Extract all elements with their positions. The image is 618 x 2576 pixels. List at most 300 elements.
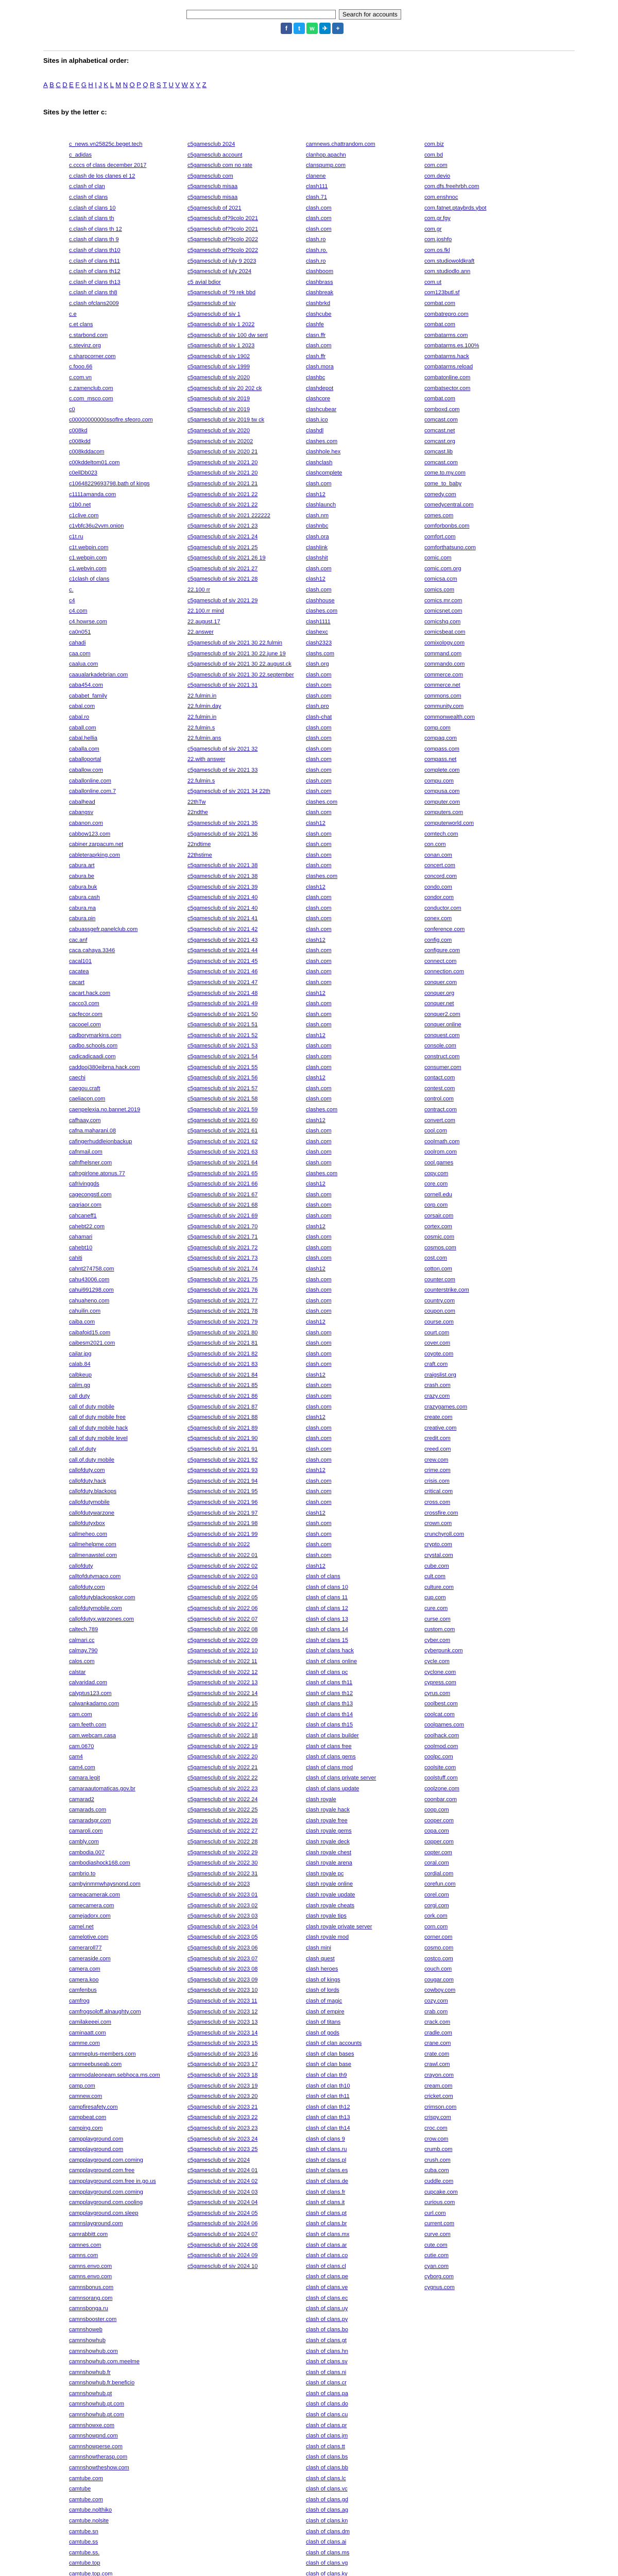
site-link[interactable]: c5gamesclub of siv 2021 71 (187, 1234, 258, 1241)
site-link[interactable]: clash of clans.it (306, 2199, 345, 2206)
site-link[interactable]: cacco3.com (69, 1001, 99, 1007)
site-link[interactable]: clash.com (306, 894, 332, 901)
site-link[interactable]: cambyinmmwhaysnond.com (69, 1881, 141, 1888)
site-link[interactable]: cabura.pin (69, 916, 96, 922)
site-link[interactable]: clash.com (306, 692, 332, 699)
letter-link-m[interactable]: M (115, 81, 122, 89)
site-link[interactable]: clash.com (306, 1425, 332, 1431)
site-link[interactable]: camfrog (69, 1997, 90, 2004)
site-link[interactable]: clash of clans.lc (306, 2475, 346, 2482)
site-link[interactable]: c5gamesclub of siv 2022 16 (187, 1711, 258, 1718)
site-link[interactable]: cabiner.zarpacum.net (69, 841, 124, 848)
letter-link-r[interactable]: R (149, 81, 155, 89)
site-link[interactable]: c5gamesclub of siv 2024 (187, 2157, 250, 2163)
site-link[interactable]: clash of magic (306, 1997, 342, 2004)
site-link[interactable]: clash2323 (306, 639, 332, 646)
site-link[interactable]: caca.cahaya.3346 (69, 947, 115, 954)
site-link[interactable]: c5gamesclub of siv 20 202 ck (187, 385, 262, 392)
site-link[interactable]: cacfecor.com (69, 1011, 102, 1018)
site-link[interactable]: cammeplus-members.com (69, 2050, 136, 2057)
site-link[interactable]: clash12 (306, 1563, 325, 1569)
site-link[interactable]: combat.com (424, 321, 455, 328)
site-link[interactable]: cabura.art (69, 862, 95, 869)
site-link[interactable]: caddpoj380eibrna.hack.com (69, 1064, 140, 1071)
site-link[interactable]: c5gamesclub of siv 2024 08 (187, 2242, 258, 2248)
site-link[interactable]: clash of clans (306, 1573, 340, 1580)
site-link[interactable]: cabanon.com (69, 820, 104, 826)
site-link[interactable]: c5gamesclub of siv 2021 31 (187, 682, 258, 689)
site-link[interactable]: clash.ora (306, 533, 329, 540)
site-link[interactable]: clash12 (306, 820, 325, 826)
site-link[interactable]: clash of clans.cr (306, 2380, 347, 2386)
site-link[interactable]: clash.com (306, 1064, 332, 1071)
site-link[interactable]: 22.answer (187, 629, 214, 636)
letter-link-t[interactable]: T (163, 81, 167, 89)
site-link[interactable]: clash.com (306, 1244, 332, 1251)
site-link[interactable]: c5gamesclub of siv 2019 (187, 396, 250, 402)
site-link[interactable]: campplayground.com (69, 2146, 124, 2153)
site-link[interactable]: combatarms.com (424, 332, 468, 338)
site-link[interactable]: call.of.duty mobile (69, 1456, 115, 1463)
site-link[interactable]: calim.gg (69, 1382, 90, 1389)
site-link[interactable]: clash of clans 15 (306, 1637, 348, 1643)
site-link[interactable]: cababet_family (69, 692, 107, 699)
site-link[interactable]: clash.com (306, 1212, 332, 1219)
site-link[interactable]: clash12 (306, 1223, 325, 1230)
site-link[interactable]: clash of clans.pa (306, 2390, 348, 2397)
site-link[interactable]: c5gamesclub of siv 2021 92 (187, 1456, 258, 1463)
site-link[interactable]: c5gamesclub of siv 2022 09 (187, 1637, 258, 1643)
site-link[interactable]: c5gamesclub of siv 2022 10 (187, 1648, 258, 1654)
site-link[interactable]: c5gamesclub of siv 2023 20 (187, 2093, 258, 2100)
site-link[interactable]: combat.com (424, 396, 455, 402)
site-link[interactable]: c5gamesclub of siv 2021 59 (187, 1107, 258, 1113)
site-link[interactable]: com.ut (424, 279, 442, 285)
site-link[interactable]: cream.com (424, 2082, 453, 2089)
site-link[interactable]: clashdepot (306, 385, 334, 392)
site-link[interactable]: c5gamesclub of siv 2021 69 (187, 1212, 258, 1219)
site-link[interactable]: cabalhead (69, 799, 95, 805)
site-link[interactable]: crime.com (424, 1467, 451, 1474)
site-link[interactable]: caibafoid15.com (69, 1329, 111, 1336)
site-link[interactable]: crisis.com (424, 1478, 450, 1484)
site-link[interactable]: clash.com (306, 1085, 332, 1092)
site-link[interactable]: c5gamesclub of siv 2021 83 (187, 1361, 258, 1368)
site-link[interactable]: call of duty mobile hack (69, 1425, 128, 1431)
site-link[interactable]: c5gamesclub of siv 2021 89 (187, 1425, 258, 1431)
site-link[interactable]: clash of clan th13 (306, 2114, 350, 2121)
site-link[interactable]: callofdutyblackopskor.com (69, 1595, 135, 1601)
search-input[interactable] (186, 10, 336, 19)
site-link[interactable]: clash of clans 13 (306, 1616, 348, 1622)
site-link[interactable]: c5gamesclub of july 9 2023 (187, 258, 256, 264)
site-link[interactable]: clanene (306, 173, 326, 179)
site-link[interactable]: clash.com (306, 343, 332, 349)
site-link[interactable]: camnshowhub (69, 2337, 106, 2344)
site-link[interactable]: crystal.com (424, 1552, 453, 1558)
site-link[interactable]: camnshowpnd.com (69, 2433, 118, 2439)
site-link[interactable]: clash of clans.de (306, 2178, 348, 2184)
site-link[interactable]: clash.mora (306, 364, 334, 370)
site-link[interactable]: c5gamesclub of siv 2021 54 (187, 1054, 258, 1060)
site-link[interactable]: comixology.com (424, 639, 465, 646)
site-link[interactable]: c5gamesclub of siv 2021 36 (187, 831, 258, 837)
site-link[interactable]: callofdutywarzone (69, 1510, 115, 1516)
site-link[interactable]: c.clash of clans th12 (69, 268, 121, 275)
site-link[interactable]: clash royale arena (306, 1860, 352, 1867)
site-link[interactable]: compass.com (424, 745, 459, 752)
site-link[interactable]: clash of empire (306, 2008, 345, 2015)
site-link[interactable]: com.enshnoc (424, 194, 458, 200)
site-link[interactable]: clash.com (306, 1276, 332, 1283)
site-link[interactable]: caba454.com (69, 682, 104, 689)
site-link[interactable]: commerce.com (424, 671, 464, 678)
site-link[interactable]: c.e (69, 311, 77, 317)
site-link[interactable]: clash.ffr (306, 353, 326, 360)
site-link[interactable]: c5gamesclub of siv 2021 64 (187, 1160, 258, 1166)
site-link[interactable]: comedy.com (424, 491, 456, 498)
site-link[interactable]: clash of clan th14 (306, 2125, 350, 2132)
site-link[interactable]: clash.ro. (306, 247, 328, 253)
site-link[interactable]: comcast.org (424, 438, 455, 445)
site-link[interactable]: c5gamesclub of siv 2023 09 (187, 1976, 258, 1983)
site-link[interactable]: c5gamesclub of siv 2021 30 22.june 19 (187, 650, 286, 657)
site-link[interactable]: c5gamesclub of siv 2021 66 (187, 1181, 258, 1188)
site-link[interactable]: 22thstime (187, 852, 212, 858)
site-link[interactable]: c5gamesclub of siv 2021 58 (187, 1096, 258, 1103)
site-link[interactable]: c5gamesclub of siv 2023 16 (187, 2050, 258, 2057)
site-link[interactable]: croc.com (424, 2125, 448, 2132)
site-link[interactable]: clash royale hack (306, 1807, 350, 1814)
site-link[interactable]: clash.com (306, 1478, 332, 1484)
site-link[interactable]: comics.com (424, 586, 455, 593)
site-link[interactable]: clashclash (306, 459, 333, 466)
site-link[interactable]: c5gamesclub of siv 2021 80 (187, 1329, 258, 1336)
site-link[interactable]: cagriaor.com (69, 1202, 101, 1209)
site-link[interactable]: clash of clans.py (306, 2316, 348, 2323)
site-link[interactable]: clash royale free (306, 1817, 348, 1824)
letter-link-z[interactable]: Z (202, 81, 207, 89)
site-link[interactable]: c5gamesclub of siv 2021 38 (187, 862, 258, 869)
site-link[interactable]: clash.com (306, 1001, 332, 1007)
site-link[interactable]: c5gamesclub of siv 2021 74 (187, 1265, 258, 1272)
site-link[interactable]: clash.com (306, 862, 332, 869)
site-link[interactable]: clash royale private server (306, 1923, 372, 1930)
site-link[interactable]: cult.com (424, 1573, 445, 1580)
site-link[interactable]: c5gamesclub of?9colo 2021 (187, 215, 258, 222)
site-link[interactable]: clash royale gems (306, 1828, 352, 1835)
site-link[interactable]: creed.com (424, 1446, 451, 1453)
site-link[interactable]: court.com (424, 1329, 450, 1336)
site-link[interactable]: corn.com (424, 1923, 448, 1930)
site-link[interactable]: country.com (424, 1297, 455, 1304)
site-link[interactable]: corner.com (424, 1934, 453, 1941)
site-link[interactable]: come.to.my.com (424, 470, 466, 477)
site-link[interactable]: c5gamesclub of siv 2023 (187, 1881, 250, 1888)
site-link[interactable]: clash of clans.gd (306, 2496, 348, 2503)
site-link[interactable]: cahu43006.com (69, 1276, 110, 1283)
site-link[interactable]: camtube.ss (69, 2539, 98, 2546)
site-link[interactable]: c5gamesclub of siv 2022 01 (187, 1552, 258, 1558)
site-link[interactable]: clashbreak (306, 290, 334, 296)
site-link[interactable]: caballonline.com (69, 777, 111, 784)
site-link[interactable]: c5gamesclub of siv 2022 07 (187, 1616, 258, 1622)
site-link[interactable]: clash of clans.cl (306, 2263, 346, 2269)
site-link[interactable]: c5gamesclub of siv 2021 72 (187, 1244, 258, 1251)
site-link[interactable]: c5gamesclub of siv 2021 39 (187, 884, 258, 890)
site-link[interactable]: clash.com (306, 1446, 332, 1453)
site-link[interactable]: c5gamesclub of siv 20202 (187, 438, 253, 445)
site-link[interactable]: clash.pro (306, 703, 329, 710)
site-link[interactable]: consumer.com (424, 1064, 461, 1071)
site-link[interactable]: clashhouse (306, 597, 335, 604)
site-link[interactable]: clash12 (306, 990, 325, 996)
site-link[interactable]: c5gamesclub of siv 2024 01 (187, 2167, 258, 2174)
site-link[interactable]: coolmod.com (424, 1743, 458, 1750)
letter-link-p[interactable]: P (136, 81, 142, 89)
site-link[interactable]: camilakeeei.com (69, 2019, 111, 2026)
site-link[interactable]: camnshowperse.com (69, 2443, 123, 2450)
site-link[interactable]: caltech.789 (69, 1626, 98, 1633)
site-link[interactable]: c4.howrse.com (69, 618, 107, 625)
site-link[interactable]: clash of clans update (306, 1786, 359, 1792)
site-link[interactable]: clash1111 (306, 618, 331, 625)
site-link[interactable]: campplayground.com.free (69, 2167, 135, 2174)
site-link[interactable]: c5gamesclub of siv 2021 61 (187, 1128, 258, 1134)
letter-link-y[interactable]: Y (196, 81, 201, 89)
site-link[interactable]: c5gamesclub of siv 1902 (187, 353, 250, 360)
site-link[interactable]: c5gamesclub of siv 2022 25 (187, 1807, 258, 1814)
site-link[interactable]: caibesm2021.com (69, 1340, 115, 1347)
site-link[interactable]: c5gamesclub of siv 2021 28 (187, 576, 258, 583)
site-link[interactable]: corel.com (424, 1891, 449, 1898)
site-link[interactable]: c5gamesclub of siv 2021 32 (187, 745, 258, 752)
site-link[interactable]: c.et clans (69, 321, 93, 328)
site-link[interactable]: camtube.nolsite (69, 2518, 109, 2524)
site-link[interactable]: 22.fulmin.s (187, 724, 215, 731)
site-link[interactable]: comcast.com (424, 459, 458, 466)
site-link[interactable]: c5gamesclub of siv 2021 86 (187, 1393, 258, 1400)
site-link[interactable]: cam4 (69, 1754, 83, 1760)
site-link[interactable]: c5gamesclub of siv 2023 10 (187, 1987, 258, 1994)
site-link[interactable]: c5gamesclub of siv 2022 14 (187, 1690, 258, 1697)
site-link[interactable]: c5gamesclub of siv 2021 20 (187, 459, 258, 466)
site-link[interactable]: c5gamesclub of siv 2021 90 (187, 1435, 258, 1442)
site-link[interactable]: c5gamesclub of 2021 (187, 205, 242, 211)
site-link[interactable]: clash.com (306, 1297, 332, 1304)
site-link[interactable]: c5gamesclub of siv 2021 51 (187, 1022, 258, 1028)
site-link[interactable]: c5gamesclub of siv 2024 07 (187, 2231, 258, 2238)
site-link[interactable]: curse.com (424, 1616, 451, 1622)
site-link[interactable]: comic.com (424, 555, 452, 562)
site-link[interactable]: crew.com (424, 1456, 449, 1463)
site-link[interactable]: contest.com (424, 1085, 455, 1092)
site-link[interactable]: c.clash de los clanes el 12 (69, 173, 135, 179)
site-link[interactable]: cordial.com (424, 1870, 454, 1877)
site-link[interactable]: clash of clans.co (306, 2252, 348, 2259)
site-link[interactable]: clash12 (306, 576, 325, 583)
site-link[interactable]: comtech.com (424, 831, 458, 837)
site-link[interactable]: control.com (424, 1096, 454, 1103)
facebook-icon[interactable]: f (281, 23, 292, 34)
site-link[interactable]: camarads.com (69, 1807, 107, 1814)
site-link[interactable]: ca0n051 (69, 629, 91, 636)
site-link[interactable]: 22.100 rr (187, 586, 211, 593)
site-link[interactable]: clashlaunch (306, 502, 336, 509)
site-link[interactable]: convert.com (424, 1117, 455, 1124)
site-link[interactable]: clash.com (306, 1541, 332, 1548)
site-link[interactable]: campplayground.com.coming (69, 2189, 143, 2195)
site-link[interactable]: c5gamesclub of siv 2023 25 (187, 2146, 258, 2153)
site-link[interactable]: c5gamesclub of siv 2023 24 (187, 2136, 258, 2142)
site-link[interactable]: caeliacon.com (69, 1096, 106, 1103)
site-link[interactable]: configure.com (424, 947, 460, 954)
site-link[interactable]: clash12 (306, 1117, 325, 1124)
site-link[interactable]: clash.org (306, 661, 329, 668)
site-link[interactable]: c5gamesclub of siv 2024 02 (187, 2178, 258, 2184)
site-link[interactable]: comicsnet.com (424, 608, 462, 615)
site-link[interactable]: community.com (424, 703, 464, 710)
site-link[interactable]: complete.com (424, 767, 460, 774)
site-link[interactable]: 22.fulmin.ans (187, 735, 221, 742)
site-link[interactable]: camnshowhub.pt.com (69, 2401, 124, 2408)
site-link[interactable]: c5 avial bdior (187, 279, 221, 285)
site-link[interactable]: clash of clan th12 (306, 2104, 350, 2110)
site-link[interactable]: clash of clans.uy (306, 2306, 348, 2312)
site-link[interactable]: clash12 (306, 1032, 325, 1039)
site-link[interactable]: clash.com (306, 745, 332, 752)
site-link[interactable]: clash.com (306, 1202, 332, 1209)
site-link[interactable]: cahiti (69, 1255, 82, 1262)
site-link[interactable]: 22.100.rr mind (187, 608, 224, 615)
site-link[interactable]: clash.com (306, 1011, 332, 1018)
site-link[interactable]: cafna.maharani.08 (69, 1128, 116, 1134)
site-link[interactable]: comforthatsuno.com (424, 544, 476, 551)
site-link[interactable]: camtube.nolthiko (69, 2507, 112, 2514)
site-link[interactable]: camtube.top (69, 2560, 100, 2567)
site-link[interactable]: coolmath.com (424, 1138, 460, 1145)
site-link[interactable]: clash of clan accounts (306, 2040, 362, 2047)
site-link[interactable]: cup.com (424, 1595, 446, 1601)
site-link[interactable]: cabal.ro (69, 714, 90, 721)
site-link[interactable]: clash of clans.ai (306, 2539, 347, 2546)
site-link[interactable]: clash royale deck (306, 1839, 350, 1845)
site-link[interactable]: c5gamesclub of siv 2022 08 (187, 1626, 258, 1633)
site-link[interactable]: camtube.ss. (69, 2549, 100, 2556)
site-link[interactable]: clash12 (306, 1371, 325, 1378)
site-link[interactable]: copy.com (424, 1170, 449, 1177)
site-link[interactable]: c5gamesclub of ?9 rek bbd (187, 290, 256, 296)
site-link[interactable]: crimson.com (424, 2104, 457, 2110)
site-link[interactable]: c5gamesclub of siv 2021 56 (187, 1075, 258, 1081)
site-link[interactable]: clash of clans.vc (306, 2486, 348, 2493)
site-link[interactable]: camfenbus (69, 1987, 97, 1994)
site-link[interactable]: clash.com (306, 958, 332, 964)
site-link[interactable]: callofduty.hack (69, 1478, 106, 1484)
site-link[interactable]: clashshit (306, 555, 328, 562)
site-link[interactable]: clash.com (306, 1138, 332, 1145)
site-link[interactable]: cammodaleoneam.sebhoca.ms.com (69, 2072, 160, 2079)
site-link[interactable]: cabbow123.com (69, 831, 111, 837)
site-link[interactable]: cableteraprking.com (69, 852, 121, 858)
site-link[interactable]: comics.mr.com (424, 597, 462, 604)
site-link[interactable]: cover.com (424, 1340, 451, 1347)
site-link[interactable]: clash of clans th15 (306, 1722, 353, 1728)
letter-link-a[interactable]: A (43, 81, 48, 89)
site-link[interactable]: clash of clans.gt (306, 2337, 347, 2344)
site-link[interactable]: clash.com (306, 735, 332, 742)
site-link[interactable]: c0 (69, 406, 75, 413)
site-link[interactable]: caballoportal (69, 756, 101, 763)
site-link[interactable]: clashcubear (306, 406, 337, 413)
site-link[interactable]: clash of clans.ec (306, 2295, 348, 2301)
site-link[interactable]: clash12 (306, 1181, 325, 1188)
site-link[interactable]: commonwealth.com (424, 714, 475, 721)
site-link[interactable]: camtube (69, 2486, 91, 2493)
site-link[interactable]: c5gamesclub of siv 2022 03 (187, 1573, 258, 1580)
site-link[interactable]: c5gamesclub of siv 2021 91 (187, 1446, 258, 1453)
site-link[interactable]: c00kddeltom01.com (69, 459, 120, 466)
site-link[interactable]: camnshowhub.com (69, 2348, 118, 2354)
letter-link-j[interactable]: J (98, 81, 102, 89)
site-link[interactable]: clash.com (306, 1340, 332, 1347)
site-link[interactable]: c5gamesclub of siv 2021 21 (187, 481, 258, 487)
site-link[interactable]: cyrus.com (424, 1690, 451, 1697)
site-link[interactable]: clash.com (306, 1054, 332, 1060)
site-link[interactable]: crazygames.com (424, 1403, 468, 1410)
site-link[interactable]: comes.com (424, 512, 454, 519)
site-link[interactable]: cam.com (69, 1711, 92, 1718)
site-link[interactable]: clash.com (306, 1255, 332, 1262)
site-link[interactable]: c5gamesclub of siv 2023 01 (187, 1891, 258, 1898)
site-link[interactable]: c5gamesclub misaa (187, 194, 238, 200)
site-link[interactable]: cambrio.to (69, 1870, 96, 1877)
site-link[interactable]: cahcaneff1 (69, 1212, 97, 1219)
site-link[interactable]: comedycentral.com (424, 502, 474, 509)
site-link[interactable]: c5gamesclub of siv 2024 09 (187, 2252, 258, 2259)
site-link[interactable]: comicsa.ccm (424, 576, 457, 583)
site-link[interactable]: clash of clans th11 (306, 1680, 353, 1686)
site-link[interactable]: cooper.com (424, 1817, 454, 1824)
site-link[interactable]: clash of clans.jm (306, 2433, 348, 2439)
site-link[interactable]: cahebt22.com (69, 1223, 105, 1230)
site-link[interactable]: c5gamesclub of siv 2021 27 (187, 565, 258, 572)
site-link[interactable]: c5gamesclub of siv 2024 03 (187, 2189, 258, 2195)
site-link[interactable]: conan.com (424, 852, 452, 858)
letter-link-k[interactable]: K (104, 81, 109, 89)
site-link[interactable]: c_adidas (69, 151, 92, 158)
site-link[interactable]: c5gamesclub of siv 2021 75 (187, 1276, 258, 1283)
letter-link-s[interactable]: S (156, 81, 162, 89)
letter-link-g[interactable]: G (81, 81, 87, 89)
site-link[interactable]: clashnbc (306, 523, 329, 530)
site-link[interactable]: c5gamesclub of siv 2021 97 (187, 1510, 258, 1516)
site-link[interactable]: c5gamesclub of siv 2023 13 (187, 2019, 258, 2026)
site-link[interactable]: campplayground.com.free in.go.us (69, 2178, 156, 2184)
site-link[interactable]: crunchyroll.com (424, 1531, 465, 1537)
site-link[interactable]: calwankadamo.com (69, 1701, 119, 1707)
site-link[interactable]: c5gamesclub of siv 2022 18 (187, 1733, 258, 1739)
site-link[interactable]: camtube.com (69, 2475, 104, 2482)
site-link[interactable]: c1t.ru (69, 533, 83, 540)
site-link[interactable]: c5gamesclub of siv 2021 30 22.fulmin (187, 639, 283, 646)
site-link[interactable]: cute.com (424, 2242, 448, 2248)
site-link[interactable]: c5gamesclub of siv 2021 23 (187, 523, 258, 530)
site-link[interactable]: camnsorang.com (69, 2295, 113, 2301)
site-link[interactable]: counterstrike.com (424, 1287, 469, 1294)
site-link[interactable]: connect.com (424, 958, 457, 964)
site-link[interactable]: caegou.craft (69, 1085, 100, 1092)
